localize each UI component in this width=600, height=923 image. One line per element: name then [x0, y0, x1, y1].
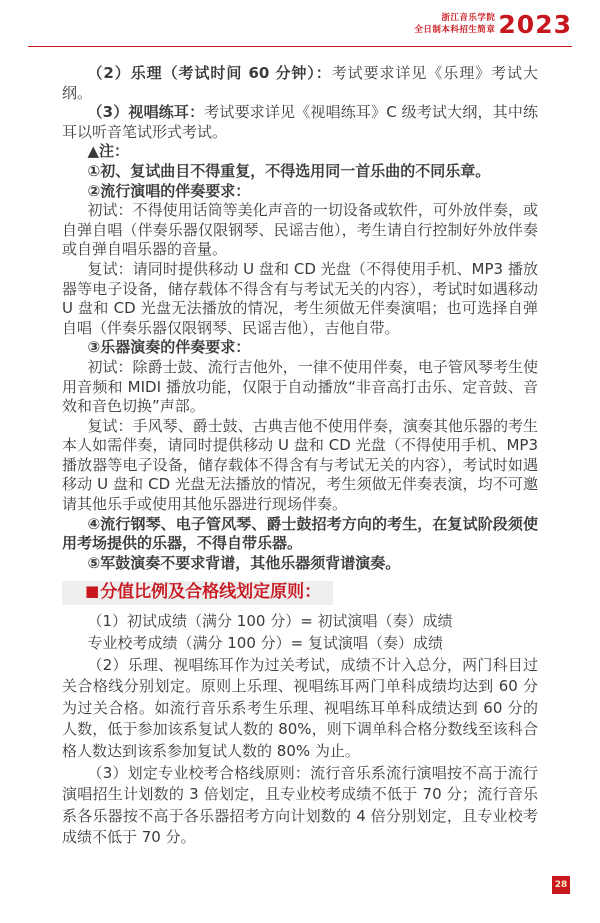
paragraph: （3）视唱练耳：考试要求详见《视唱练耳》C 级考试大纲，其中练耳以听音笔试形式考试。 [62, 103, 538, 141]
paragraph-bold-label: （2）乐理（考试时间 60 分钟）： [87, 64, 332, 82]
paragraph: 初试：不得使用话筒等美化声音的一切设备或软件，可外放伴奏，或自弹自唱（伴奏乐器仅限钢琴、民谣吉他），考生请自行控制好外放伴奏或自弹自唱乐器的音量。 [62, 201, 538, 259]
paragraph: （2）乐理（考试时间 60 分钟）：考试要求详见《乐理》考试大纲。 [62, 64, 538, 102]
paragraph: 初试：除爵士鼓、流行吉他外，一律不使用伴奏，电子管风琴考生使用音频和 MIDI 播放功能，仅限于自动播放“非音高打击乐、定音鼓、音效和音色切换”声部。 [62, 357, 538, 416]
paragraph [62, 162, 538, 182]
section-heading [62, 581, 333, 605]
paragraph-bold-label: ③乐器演奏的伴奏要求： [87, 338, 251, 357]
paragraph-bold-label: ②流行演唱的伴奏要求： [87, 181, 251, 200]
red-square-icon: ■ [85, 582, 100, 601]
header-org-line1: 浙江音乐学院 [441, 12, 496, 23]
paragraph [62, 338, 538, 358]
paragraph-bold-label: ▲注： [87, 142, 130, 161]
section-heading-text: 分值比例及合格线划定原则： [100, 582, 322, 603]
paragraph-bold-label: （3）视唱练耳： [87, 103, 205, 122]
paragraph-bold-label: ⑤军鼓演奏不要求背谱，其他乐器须背谱演奏。 [87, 553, 401, 572]
paragraph: 专业校考成绩（满分 100 分）= 复试演唱（奏）成绩 [87, 634, 444, 653]
paragraph-bold-label: ④流行钢琴、电子管风琴、爵士鼓招考方向的考生，在复试阶段须使用考场提供的乐器，不得自带乐器。 [62, 514, 538, 553]
paragraph [62, 142, 538, 162]
paragraph-bold-label: ①初、复试曲目不得重复，不得选用同一首乐曲的不同乐章。 [87, 161, 491, 180]
header-year: 2023 [498, 10, 572, 39]
paragraph: （3）划定专业校考合格线原则：流行音乐系流行演唱按不高于流行演唱招生计划数的 3 倍划定，且专业校考成绩不低于 70 分；流行音乐系各乐器按不高于各乐器招考方向计划数的 4 倍分别划定，且专业校考成绩不低于 70 分。 [62, 763, 538, 847]
paragraph [62, 182, 538, 202]
paragraph [62, 554, 538, 574]
document-body [62, 64, 538, 849]
header-org-line2: 全日制本科招生简章 [414, 24, 496, 35]
header-rule-divider [28, 46, 572, 47]
paragraph: （1）初试成绩（满分 100 分）= 初试演唱（奏）成绩 [87, 612, 453, 631]
paragraph: 复试：请同时提供移动 U 盘和 CD 光盘（不得使用手机、MP3 播放器等电子设备，储存载体不得含有与考试无关的内容），考试时如遇移动 U 盘和 CD 光盘无法播放的情况，考生须做无伴奏演唱；也可选择自弹自唱（伴奏乐器仅限钢琴、民谣吉他），吉他自带。 [62, 259, 538, 337]
page-header [414, 12, 572, 37]
paragraph: 复试：手风琴、爵士鼓、古典吉他不使用伴奏，演奏其他乐器的考生本人如需伴奏，请同时提供移动 U 盘和 CD 光盘（不得使用手机、MP3 播放器等电子设备，储存载体不得含有与考试无关的内容），考试时如遇移动 U 盘和 CD 光盘无法播放的情况，考生须做无伴奏表演，均不可邀请其他乐手或使用其他乐器进行现场伴奏。 [62, 416, 538, 514]
paragraph [62, 515, 538, 554]
page-number-badge: 28 [552, 876, 570, 894]
paragraph: （2）乐理、视唱练耳作为过关考试，成绩不计入总分，两门科目过关合格线分别划定。原则上乐理、视唱练耳两门单科成绩均达到 60 分为过关合格。如流行音乐系考生乐理、视唱练耳单科成绩达到 60 分的人数，低于参加该系复试人数的 80%，则下调单科合格分数线至该科合格人数达到该系参加复试人数的 80% 为止。 [62, 655, 538, 760]
header-org-title [414, 13, 495, 37]
